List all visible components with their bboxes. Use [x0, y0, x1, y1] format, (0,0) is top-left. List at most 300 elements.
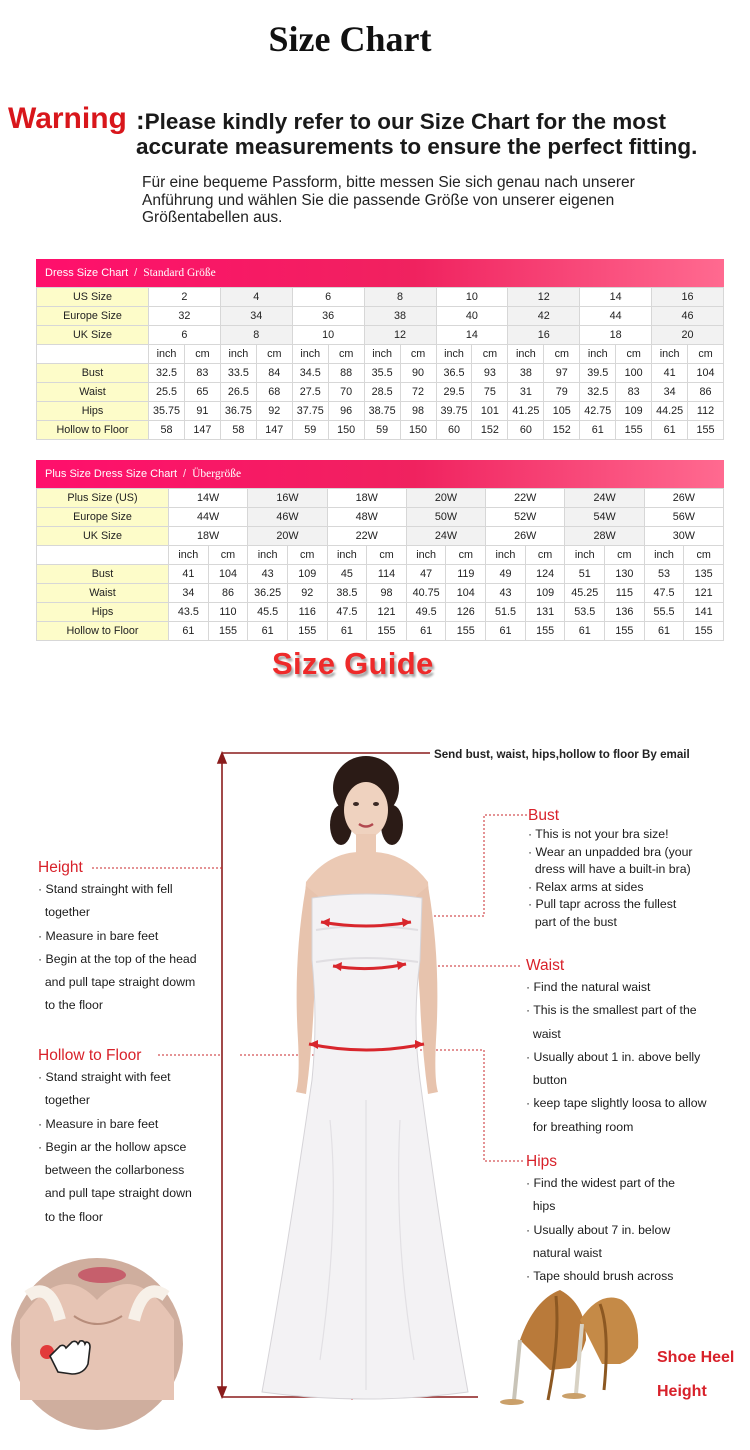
size-cell: 14 — [580, 288, 652, 307]
measure-cell: 92 — [287, 584, 327, 603]
size-cell: 56W — [644, 508, 723, 527]
hips-line: · Tape should brush across — [526, 1269, 674, 1284]
size-cell: 50W — [406, 508, 485, 527]
measure-cell: 26.5 — [220, 383, 256, 402]
measure-cell: 47 — [406, 565, 446, 584]
measure-cell: 42.75 — [580, 402, 616, 421]
waist-note — [526, 956, 748, 1139]
height-line: · Begin at the top of the head — [38, 951, 197, 966]
chart-title: Dress Size Chart — [45, 267, 129, 279]
measure-cell: 135 — [684, 565, 724, 584]
bust-title: Bust — [528, 807, 560, 824]
measure-cell: 55.5 — [644, 603, 684, 622]
measure-cell: 34 — [652, 383, 688, 402]
row-label: UK Size — [37, 326, 149, 345]
hips-note — [526, 1152, 748, 1288]
row-label: Europe Size — [37, 508, 169, 527]
measure-cell: 114 — [367, 565, 407, 584]
measure-cell: 150 — [400, 421, 436, 440]
size-cell: 20 — [652, 326, 724, 345]
measure-row — [37, 383, 724, 402]
height-note — [38, 858, 218, 1018]
unit-inch: inch — [169, 546, 209, 565]
measure-cell: 32.5 — [149, 364, 185, 383]
row-label: Waist — [37, 383, 149, 402]
measure-cell: 61 — [580, 421, 616, 440]
unit-inch: inch — [436, 345, 472, 364]
size-cell: 18 — [580, 326, 652, 345]
unit-inch: inch — [248, 546, 288, 565]
size-cell: 18W — [327, 489, 406, 508]
unit-cm: cm — [367, 546, 407, 565]
measure-cell: 60 — [508, 421, 544, 440]
bust-line: · Relax arms at sides — [528, 879, 644, 894]
size-cell: 52W — [486, 508, 565, 527]
warning-text — [136, 105, 746, 159]
measure-cell: 47.5 — [327, 603, 367, 622]
warning-label: Warning — [8, 102, 127, 135]
measure-cell: 115 — [605, 584, 645, 603]
unit-cm: cm — [400, 345, 436, 364]
measure-cell: 33.5 — [220, 364, 256, 383]
measure-cell: 35.5 — [364, 364, 400, 383]
measure-cell: 28.5 — [364, 383, 400, 402]
bust-line: dress will have a built-in bra) — [528, 862, 691, 877]
measure-cell: 68 — [256, 383, 292, 402]
measure-cell: 121 — [367, 603, 407, 622]
measure-cell: 43.5 — [169, 603, 209, 622]
hollow-note — [38, 1046, 228, 1229]
german-line-1: Für eine bequeme Passform, bitte messen Sie sich genau nach unserer — [142, 174, 635, 191]
unit-inch: inch — [565, 546, 605, 565]
measure-cell: 155 — [605, 622, 645, 641]
size-cell: 20W — [406, 489, 485, 508]
measure-cell: 104 — [208, 565, 248, 584]
waist-line: waist — [526, 1026, 561, 1041]
measure-cell: 141 — [684, 603, 724, 622]
chart-title: Plus Size Dress Size Chart — [45, 468, 178, 480]
unit-row — [37, 345, 724, 364]
measure-cell: 45.5 — [248, 603, 288, 622]
size-table — [36, 488, 724, 641]
measure-row — [37, 421, 724, 440]
measure-cell: 44.25 — [652, 402, 688, 421]
measure-cell: 126 — [446, 603, 486, 622]
row-label — [37, 546, 169, 565]
measure-cell: 35.75 — [149, 402, 185, 421]
waist-line: for breathing room — [526, 1119, 634, 1134]
measure-cell: 60 — [436, 421, 472, 440]
measure-cell: 39.5 — [580, 364, 616, 383]
size-cell: 30W — [644, 527, 723, 546]
measure-cell: 147 — [256, 421, 292, 440]
measure-cell: 104 — [446, 584, 486, 603]
size-cell: 16 — [652, 288, 724, 307]
size-cell: 18W — [169, 527, 248, 546]
measure-cell: 155 — [208, 622, 248, 641]
size-cell: 16 — [508, 326, 580, 345]
hollow-line: · Begin ar the hollow apsce — [38, 1139, 187, 1154]
measure-cell: 61 — [406, 622, 446, 641]
measure-cell: 155 — [287, 622, 327, 641]
row-label: Plus Size (US) — [37, 489, 169, 508]
waist-line: · This is the smallest part of the — [526, 1003, 697, 1018]
measure-cell: 155 — [525, 622, 565, 641]
size-row — [37, 326, 724, 345]
measure-cell: 155 — [684, 622, 724, 641]
size-cell: 48W — [327, 508, 406, 527]
measure-cell: 83 — [616, 383, 652, 402]
height-line: and pull tape straight dowm — [38, 975, 196, 990]
warning-line-2: accurate measurements to ensure the perfect fitting. — [136, 134, 698, 159]
bust-note — [528, 806, 748, 932]
size-cell: 44 — [580, 307, 652, 326]
measure-cell: 96 — [328, 402, 364, 421]
measure-cell: 98 — [400, 402, 436, 421]
size-cell: 24W — [406, 527, 485, 546]
row-label: Hips — [37, 402, 149, 421]
bust-line: part of the bust — [528, 914, 617, 929]
height-instructions — [38, 878, 218, 1018]
size-cell: 4 — [220, 288, 292, 307]
measure-cell: 53 — [644, 565, 684, 584]
row-label: Europe Size — [37, 307, 149, 326]
dress-figure — [262, 756, 468, 1399]
measure-cell: 38.5 — [327, 584, 367, 603]
measure-cell: 155 — [616, 421, 652, 440]
size-cell: 8 — [364, 288, 436, 307]
measure-cell: 70 — [328, 383, 364, 402]
chart-subtitle: Standard Größe — [143, 267, 216, 279]
size-cell: 22W — [327, 527, 406, 546]
measure-cell: 72 — [400, 383, 436, 402]
measure-cell: 38.75 — [364, 402, 400, 421]
size-cell: 6 — [149, 326, 221, 345]
measure-row — [37, 402, 724, 421]
size-cell: 28W — [565, 527, 644, 546]
size-table — [36, 287, 724, 440]
measure-cell: 155 — [367, 622, 407, 641]
measure-cell: 75 — [472, 383, 508, 402]
german-line-3: Größentabellen aus. — [142, 209, 283, 226]
measure-cell: 59 — [364, 421, 400, 440]
measure-cell: 90 — [400, 364, 436, 383]
row-label: UK Size — [37, 527, 169, 546]
page-title: Size Chart — [268, 19, 432, 59]
row-label: Hips — [37, 603, 169, 622]
size-cell: 14W — [169, 489, 248, 508]
size-cell: 8 — [220, 326, 292, 345]
hips-title: Hips — [526, 1153, 558, 1170]
measure-cell: 53.5 — [565, 603, 605, 622]
measure-cell: 25.5 — [149, 383, 185, 402]
size-row — [37, 489, 724, 508]
measure-cell: 41 — [652, 364, 688, 383]
measure-cell: 100 — [616, 364, 652, 383]
measure-cell: 119 — [446, 565, 486, 584]
measure-cell: 36.25 — [248, 584, 288, 603]
warning-line-1: Please kindly refer to our Size Chart for the most — [144, 109, 667, 134]
chart-header — [36, 259, 724, 287]
hips-instructions — [526, 1172, 748, 1288]
unit-inch: inch — [486, 546, 526, 565]
unit-cm: cm — [256, 345, 292, 364]
row-label: Hollow to Floor — [37, 622, 169, 641]
bust-line: · This is not your bra size! — [528, 827, 669, 841]
measure-cell: 101 — [472, 402, 508, 421]
measure-cell: 61 — [327, 622, 367, 641]
hollow-line: · Measure in bare feet — [38, 1116, 159, 1131]
unit-row — [37, 546, 724, 565]
measure-cell: 59 — [292, 421, 328, 440]
unit-inch: inch — [406, 546, 446, 565]
size-cell: 34 — [220, 307, 292, 326]
measure-cell: 43 — [248, 565, 288, 584]
measure-cell: 36.5 — [436, 364, 472, 383]
measure-cell: 34.5 — [292, 364, 328, 383]
warning-colon: : — [136, 105, 145, 135]
measure-cell: 49.5 — [406, 603, 446, 622]
measure-cell: 27.5 — [292, 383, 328, 402]
measure-cell: 58 — [220, 421, 256, 440]
measure-row — [37, 364, 724, 383]
size-cell: 26W — [644, 489, 723, 508]
measure-cell: 41 — [169, 565, 209, 584]
unit-inch: inch — [580, 345, 616, 364]
size-cell: 12 — [364, 326, 436, 345]
measure-cell: 86 — [208, 584, 248, 603]
chart-header — [36, 460, 724, 488]
measure-cell: 109 — [525, 584, 565, 603]
measure-row — [37, 603, 724, 622]
measure-cell: 150 — [328, 421, 364, 440]
measure-cell: 61 — [565, 622, 605, 641]
measure-cell: 51.5 — [486, 603, 526, 622]
height-title: Height — [38, 859, 83, 876]
german-line-2: Anführung und wählen Sie die passende Größe von unserer eigenen — [142, 191, 615, 209]
measure-cell: 152 — [472, 421, 508, 440]
waist-line: button — [526, 1073, 568, 1088]
row-label: US Size — [37, 288, 149, 307]
size-cell: 10 — [436, 288, 508, 307]
shoe-heel-label: Shoe Heel — [657, 1349, 735, 1366]
email-note: Send bust, waist, hips,hollow to floor By email — [434, 748, 690, 761]
measure-cell: 155 — [688, 421, 724, 440]
row-label: Bust — [37, 364, 149, 383]
chart-separator: / — [134, 267, 138, 279]
size-cell: 54W — [565, 508, 644, 527]
measure-cell: 61 — [652, 421, 688, 440]
size-cell: 16W — [248, 489, 327, 508]
measure-cell: 130 — [605, 565, 645, 584]
size-cell: 44W — [169, 508, 248, 527]
size-cell: 14 — [436, 326, 508, 345]
standard-size-chart — [36, 259, 724, 440]
waist-line: · Usually about 1 in. above belly — [526, 1049, 701, 1064]
row-label: Hollow to Floor — [37, 421, 149, 440]
measure-cell: 124 — [525, 565, 565, 584]
measure-cell: 131 — [525, 603, 565, 622]
measure-cell: 49 — [486, 565, 526, 584]
size-cell: 32 — [149, 307, 221, 326]
unit-inch: inch — [644, 546, 684, 565]
measure-cell: 84 — [256, 364, 292, 383]
hollow-line: · Stand straight with feet — [38, 1070, 171, 1084]
unit-cm: cm — [287, 546, 327, 565]
measure-cell: 47.5 — [644, 584, 684, 603]
unit-inch: inch — [508, 345, 544, 364]
hollow-line: and pull tape straight down — [38, 1186, 192, 1201]
bust-line: · Wear an unpadded bra (your — [528, 844, 693, 859]
measure-cell: 37.75 — [292, 402, 328, 421]
measure-cell: 136 — [605, 603, 645, 622]
height-line: · Measure in bare feet — [38, 928, 159, 943]
measure-row — [37, 565, 724, 584]
measure-cell: 121 — [684, 584, 724, 603]
height-line: · Stand strainght with fell — [38, 882, 173, 896]
measure-cell: 110 — [208, 603, 248, 622]
unit-cm: cm — [605, 546, 645, 565]
size-guide-title: Size Guide — [272, 646, 434, 681]
measure-row — [37, 622, 724, 641]
measure-cell: 61 — [644, 622, 684, 641]
measure-cell: 45 — [327, 565, 367, 584]
chart-subtitle: Übergröße — [192, 468, 242, 480]
measure-cell: 29.5 — [436, 383, 472, 402]
hollow-line: together — [38, 1093, 90, 1108]
measure-cell: 97 — [544, 364, 580, 383]
size-cell: 2 — [149, 288, 221, 307]
size-cell: 38 — [364, 307, 436, 326]
unit-cm: cm — [688, 345, 724, 364]
hollow-title: Hollow to Floor — [38, 1047, 142, 1064]
height-line: to the floor — [38, 998, 103, 1013]
measure-cell: 92 — [256, 402, 292, 421]
unit-inch: inch — [652, 345, 688, 364]
size-cell: 6 — [292, 288, 364, 307]
size-cell: 36 — [292, 307, 364, 326]
bust-line: · Pull tapr across the fullest — [528, 897, 677, 912]
measure-cell: 147 — [184, 421, 220, 440]
waist-line: · Find the natural waist — [526, 980, 651, 994]
size-cell: 46W — [248, 508, 327, 527]
size-cell: 46 — [652, 307, 724, 326]
hollow-instructions — [38, 1066, 228, 1229]
size-cell: 40 — [436, 307, 508, 326]
unit-inch: inch — [327, 546, 367, 565]
measure-cell: 61 — [486, 622, 526, 641]
measure-cell: 40.75 — [406, 584, 446, 603]
measure-cell: 43 — [486, 584, 526, 603]
unit-cm: cm — [616, 345, 652, 364]
neck-closeup-image — [11, 1258, 183, 1430]
measure-cell: 31 — [508, 383, 544, 402]
measure-cell: 86 — [688, 383, 724, 402]
german-instructions — [142, 174, 742, 227]
waist-title: Waist — [526, 957, 565, 974]
measure-cell: 32.5 — [580, 383, 616, 402]
plus-size-chart — [36, 460, 724, 641]
unit-inch: inch — [149, 345, 185, 364]
unit-cm: cm — [184, 345, 220, 364]
measure-cell: 61 — [248, 622, 288, 641]
measure-cell: 105 — [544, 402, 580, 421]
measure-cell: 91 — [184, 402, 220, 421]
measure-cell: 58 — [149, 421, 185, 440]
size-row — [37, 307, 724, 326]
measure-cell: 45.25 — [565, 584, 605, 603]
shoe-height-label: Height — [657, 1383, 707, 1400]
measure-cell: 65 — [184, 383, 220, 402]
size-cell: 42 — [508, 307, 580, 326]
size-row — [37, 527, 724, 546]
unit-cm: cm — [525, 546, 565, 565]
row-label: Waist — [37, 584, 169, 603]
hips-line: natural waist — [526, 1245, 602, 1260]
size-cell: 22W — [486, 489, 565, 508]
row-label: Bust — [37, 565, 169, 584]
measure-cell: 112 — [688, 402, 724, 421]
hips-line: · Usually about 7 in. below — [526, 1222, 671, 1237]
measure-cell: 93 — [472, 364, 508, 383]
size-cell: 26W — [486, 527, 565, 546]
measure-cell: 109 — [616, 402, 652, 421]
measure-cell: 36.75 — [220, 402, 256, 421]
hollow-line: between the collarboness — [38, 1163, 185, 1178]
measure-cell: 116 — [287, 603, 327, 622]
shoes-image — [500, 1290, 638, 1405]
measure-cell: 83 — [184, 364, 220, 383]
measure-cell: 34 — [169, 584, 209, 603]
measure-cell: 79 — [544, 383, 580, 402]
measure-cell: 104 — [688, 364, 724, 383]
measure-cell: 98 — [367, 584, 407, 603]
hollow-line: to the floor — [38, 1209, 103, 1224]
waist-line: · keep tape slightly loosa to allow — [526, 1096, 707, 1111]
row-label — [37, 345, 149, 364]
unit-inch: inch — [364, 345, 400, 364]
unit-cm: cm — [472, 345, 508, 364]
unit-cm: cm — [328, 345, 364, 364]
measure-cell: 88 — [328, 364, 364, 383]
measure-cell: 61 — [169, 622, 209, 641]
measure-cell: 155 — [446, 622, 486, 641]
size-row — [37, 288, 724, 307]
unit-cm: cm — [446, 546, 486, 565]
unit-inch: inch — [292, 345, 328, 364]
hips-line: · Find the widest part of the — [526, 1176, 676, 1190]
measure-cell: 152 — [544, 421, 580, 440]
size-cell: 12 — [508, 288, 580, 307]
measure-cell: 51 — [565, 565, 605, 584]
unit-cm: cm — [684, 546, 724, 565]
hips-line: hips — [526, 1199, 556, 1214]
unit-inch: inch — [220, 345, 256, 364]
size-cell: 10 — [292, 326, 364, 345]
measure-cell: 41.25 — [508, 402, 544, 421]
size-row — [37, 508, 724, 527]
chart-separator: / — [183, 468, 187, 480]
unit-cm: cm — [544, 345, 580, 364]
measure-cell: 39.75 — [436, 402, 472, 421]
height-line: together — [38, 905, 90, 920]
bust-instructions — [528, 826, 748, 932]
measure-row — [37, 584, 724, 603]
size-cell: 24W — [565, 489, 644, 508]
size-cell: 20W — [248, 527, 327, 546]
waist-instructions — [526, 976, 748, 1139]
measure-cell: 109 — [287, 565, 327, 584]
